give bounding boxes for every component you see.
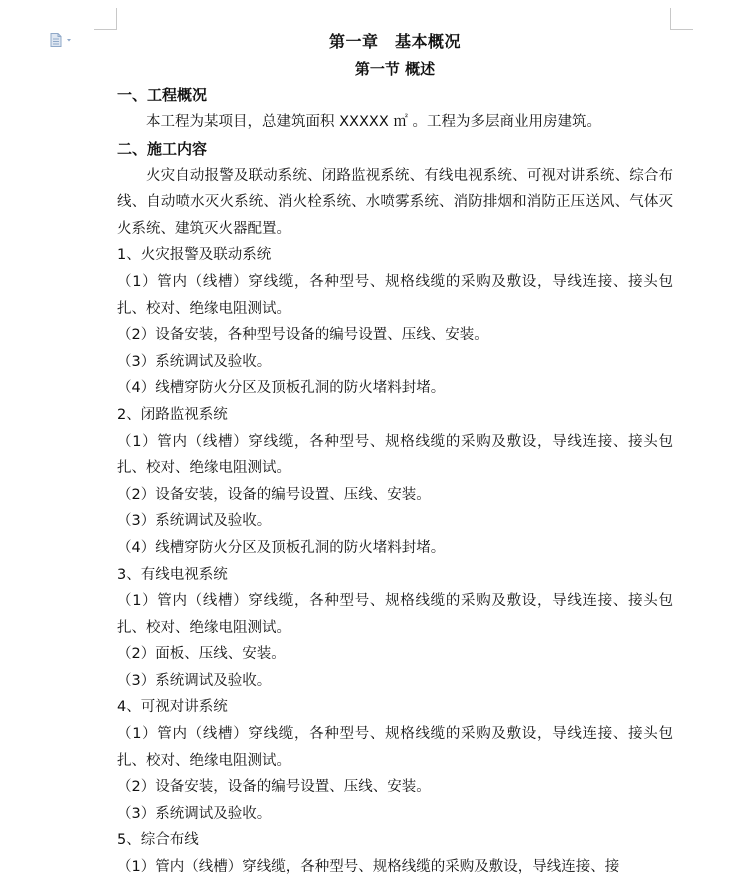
list-item: （2）面板、压线、安装。 (117, 646, 286, 663)
list-item: （4）线槽穿防火分区及顶板孔洞的防火堵料封堵。 (117, 380, 446, 397)
list-item: （1）管内（线槽）穿线缆，各种型号、规格线缆的采购及敷设，导线连接、接头包扎、校对、绝缘电阻测试。 (117, 593, 673, 636)
document-body (117, 28, 673, 881)
document-icon (50, 33, 76, 47)
list-item: （2）设备安装，设备的编号设置、压线、安装。 (117, 486, 431, 503)
list-item: （4）线槽穿防火分区及顶板孔洞的防火堵料封堵。 (117, 539, 446, 556)
system-title: 1、火灾报警及联动系统 (117, 247, 272, 264)
margin-mark-top-right-vertical (670, 8, 671, 30)
list-item: （1）管内（线槽）穿线缆，各种型号、规格线缆的采购及敷设，导线连接、接 (117, 859, 620, 876)
list-item: （1）管内（线槽）穿线缆，各种型号、规格线缆的采购及敷设，导线连接、接头包扎、校对、绝缘电阻测试。 (117, 433, 673, 477)
list-item: （1）管内（线槽）穿线缆，各种型号、规格线缆的采购及敷设，导线连接、接头包扎、校对、绝缘电阻测试。 (117, 273, 673, 317)
list-item: （3）系统调试及验收。 (117, 513, 272, 530)
system-title: 5、综合布线 (117, 832, 199, 849)
heading-project-overview: 一、工程概况 (117, 86, 208, 104)
list-item: （3）系统调试及验收。 (117, 805, 272, 822)
paragraph-options-button[interactable] (50, 32, 76, 46)
system-title: 3、有线电视系统 (117, 566, 228, 583)
chapter-title: 第一章 基本概况 (328, 32, 461, 51)
heading-construction-content: 二、施工内容 (117, 139, 208, 158)
section-title: 第一节 概述 (354, 60, 436, 78)
paragraph-construction-content: 火灾自动报警及联动系统、闭路监视系统、有线电视系统、可视对讲系统、综合布线、自动喷水灭火系统、消火栓系统、水喷雾系统、消防排烟和消防正压送风、气体灭火系统、建筑灭火器配置。 (117, 167, 673, 237)
list-item: （3）系统调试及验收。 (117, 672, 272, 689)
list-item: （3）系统调试及验收。 (117, 353, 272, 370)
chevron-down-icon (67, 39, 71, 42)
margin-mark-top-right-horizontal (670, 29, 693, 30)
list-item: （1）管内（线槽）穿线缆，各种型号、规格线缆的采购及敷设，导线连接、接头包扎、校对、绝缘电阻测试。 (117, 726, 673, 769)
system-title: 4、可视对讲系统 (117, 699, 228, 716)
system-title: 2、闭路监视系统 (117, 406, 228, 423)
margin-mark-top-left-vertical (116, 8, 117, 30)
list-item: （2）设备安装，各种型号设备的编号设置、压线、安装。 (117, 327, 489, 344)
margin-mark-top-left-horizontal (94, 29, 117, 30)
paragraph-project-overview: 本工程为某项目，总建筑面积 XXXXX ㎡ 。工程为多层商业用房建筑。 (146, 114, 601, 130)
list-item: （2）设备安装，设备的编号设置、压线、安装。 (117, 779, 431, 796)
